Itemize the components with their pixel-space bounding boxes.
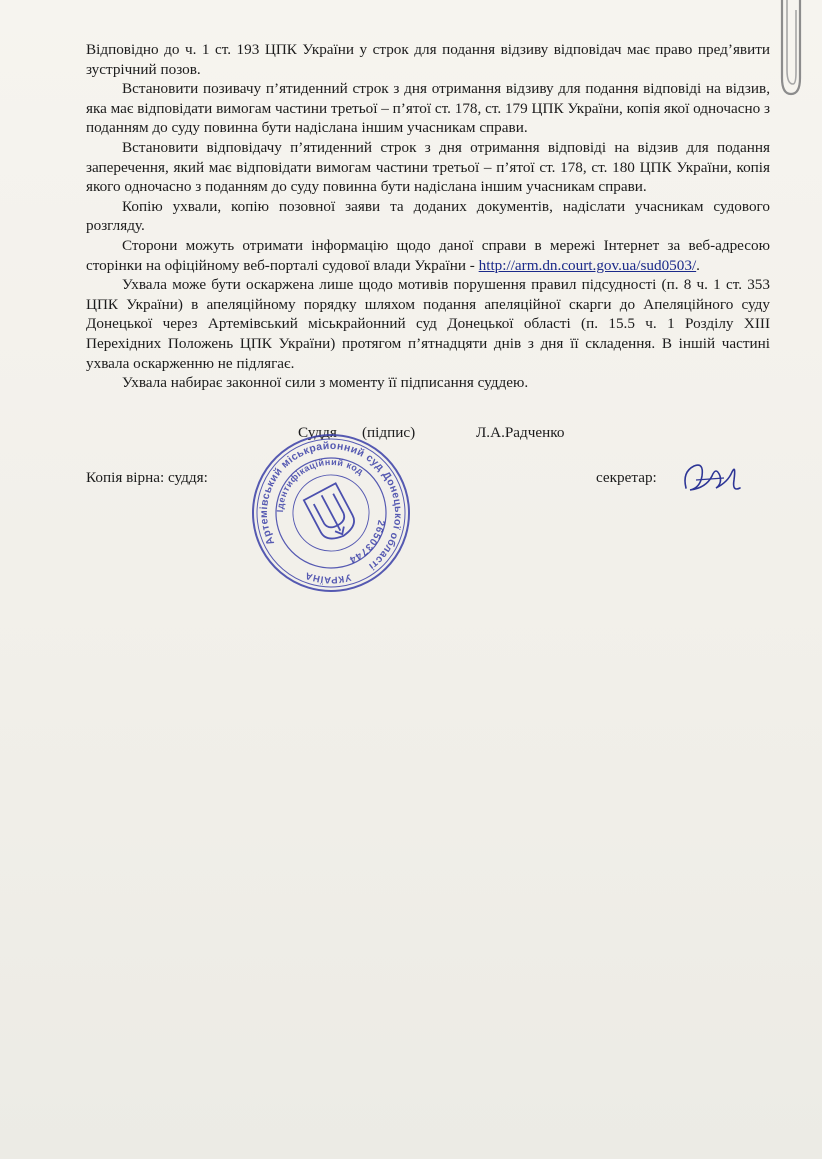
secretary-signature-icon (676, 458, 744, 500)
paragraph-legal-force: Ухвала набирає законної сили з моменту її підписання суддею. (122, 374, 529, 392)
paragraph-send-copies: Копію ухвали, копію позовної заяви та доданих документів, надіслати учасникам судового розгляду. (86, 197, 770, 235)
court-portal-link[interactable]: http://arm.dn.court.gov.ua/sud0503/ (478, 256, 697, 274)
paragraph-defendant-deadline: Встановити відповідачу п’ятиденний строк з дня отримання відповіді на відзив для подання заперечення, який має відповідати вимогам частини третьої – п’ятої ст. 178, ст. 180 ЦПК України, копія якого одночасно з поданням до суду повинна бути надіслана іншим учасникам справи. (86, 138, 770, 196)
paragraph-counterclaim: Відповідно до ч. 1 ст. 193 ЦПК України у строк для подання відзиву відповідач має право пред’явити зустрічний позов. (86, 41, 770, 78)
paragraph-plaintiff-deadline: Встановити позивачу п’ятиденний строк з дня отримання відзиву для подання відповіді на відзив, яка має відповідати вимогам частини третьої – п’ятої ст. 178, ст. 179 ЦПК України, копія якої одночасно з поданням до суду повинна бути надіслана іншим учасникам справи. (86, 80, 770, 137)
seal-outer-text: Артемівський міськрайонний суд Донецької області (257, 439, 405, 573)
judge-label: Суддя (298, 424, 337, 441)
seal-country: УКРАЇНА (303, 569, 352, 586)
paper-clip-icon (774, 0, 804, 100)
seal-code: 26503744 (347, 519, 387, 566)
judge-name: Л.А.Радченко (476, 424, 565, 441)
secretary-label: секретар: (596, 469, 657, 486)
internet-text: Сторони можуть отримати інформацію щодо даної справи в мережі Інтернет за веб-адресою сторінки на офіційному веб-порталі судової влади України - (86, 236, 770, 274)
paragraph-appeal: Ухвала може бути оскаржена лише щодо мотивів порушення правил підсудності (п. 8 ч. 1 ст. 353 ЦПК України) в апеляційному порядку шляхом подання апеляційної скарги до Апеляційного суду Донецької через Артемівський міськрайонний суд Донецької області (п. 15.5 ч. 1 Розділу XIII Перехідних Положень ЦПК України) протягом п’ятнадцяти днів з дня її складення. В іншій частині ухвала оскарженню не підлягає. (86, 276, 770, 372)
seal-id-label: Ідентифікаційний код (274, 456, 366, 513)
internet-text-end: . (696, 256, 700, 274)
paragraph-internet-info (86, 236, 770, 275)
signed-mark: (підпис) (362, 424, 416, 441)
copy-certified-label: Копія вірна: суддя: (86, 469, 208, 486)
court-seal-icon (246, 428, 416, 598)
document-body (86, 40, 770, 393)
